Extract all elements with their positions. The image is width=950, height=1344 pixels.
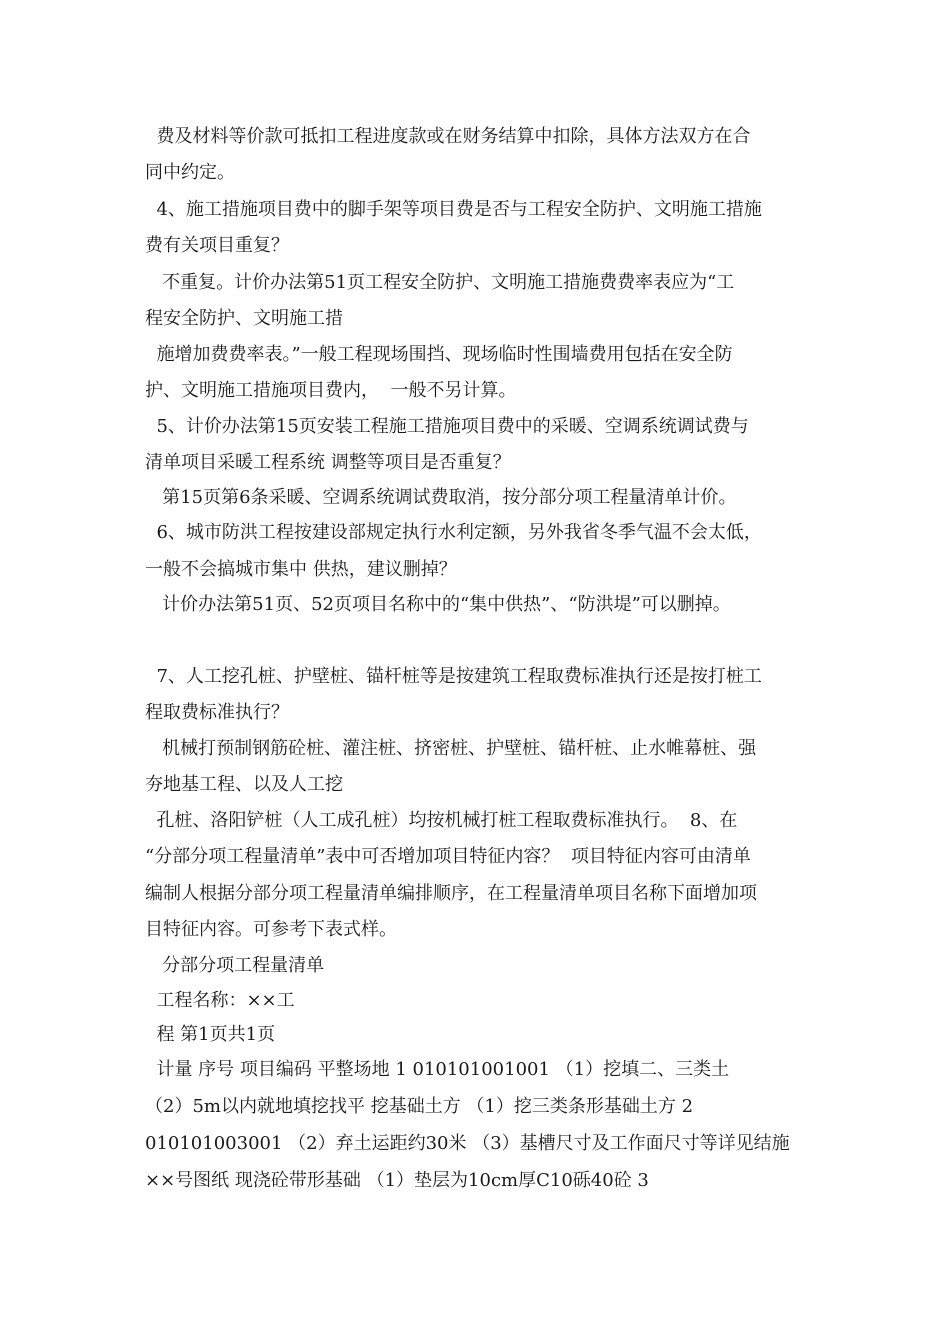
text-line: 费有关项目重复？ [145, 235, 289, 256]
text-line: 计量 序号 项目编码 平整场地 1 010101001001 （1）挖填二、三类土 [145, 1059, 730, 1080]
text-line: 计价办法第51页、52页项目名称中的“集中供热”、“防洪堤”可以删掉。 [145, 594, 731, 615]
text-line: 工程名称：××工 [145, 990, 295, 1011]
text-line: 程取费标准执行？ [145, 702, 289, 723]
text-line: 机械打预制钢筋砼桩、灌注桩、挤密桩、护壁桩、锚杆桩、止水帷幕桩、强 [145, 738, 757, 759]
text-line: 护、文明施工措施项目费内， 一般不另计算。 [145, 380, 517, 401]
text-line: 孔桩、洛阳铲桩（人工成孔桩）均按机械打桩工程取费标准执行。 8、在 [145, 810, 738, 831]
text-line: 7、人工挖孔桩、护壁桩、锚杆桩等是按建筑工程取费标准执行还是按打桩工 [145, 666, 762, 687]
text-line: ××号图纸 现浇砼带形基础 （1）垫层为10cm厚C10砾40砼 3 [145, 1170, 649, 1191]
text-line: 6、城市防洪工程按建设部规定执行水利定额，另外我省冬季气温不会太低， [145, 522, 762, 543]
text-line: 费及材料等价款可抵扣工程进度款或在财务结算中扣除，具体方法双方在合 [145, 126, 751, 147]
text-line: 一般不会搞城市集中 供热，建议删掉？ [145, 559, 457, 580]
text-line: 第15页第6条采暖、空调系统调试费取消，按分部分项工程量清单计价。 [145, 487, 737, 508]
text-line: “分部分项工程量清单”表中可否增加项目特征内容？ 项目特征内容可由清单 [145, 846, 751, 867]
text-line: （2）5m以内就地填挖找平 挖基础土方 （1）挖三类条形基础土方 2 [145, 1096, 694, 1117]
text-line: 施增加费费率表。”一般工程现场围挡、现场临时性围墙费用包括在安全防 [145, 344, 733, 365]
text-line: 5、计价办法第15页安装工程施工措施项目费中的采暖、空调系统调试费与 [145, 416, 749, 437]
text-line: 010101003001 （2）弃土运距约30米 （3）基槽尺寸及工作面尺寸等详见结施 [145, 1133, 790, 1154]
text-line: 清单项目采暖工程系统 调整等项目是否重复？ [145, 452, 511, 473]
text-line: 不重复。计价办法第51页工程安全防护、文明施工措施费费率表应为“工 [145, 272, 735, 293]
text-line: 4、施工措施项目费中的脚手架等项目费是否与工程安全防护、文明施工措施 [145, 199, 762, 220]
text-line: 同中约定。 [145, 162, 235, 183]
text-line: 夯地基工程、以及人工挖 [145, 774, 343, 795]
text-line: 分部分项工程量清单 [145, 955, 325, 976]
text-line: 程安全防护、文明施工措 [145, 308, 343, 329]
text-line: 程 第1页共1页 [145, 1024, 276, 1045]
text-line: 编制人根据分部分项工程量清单编排顺序，在工程量清单项目名称下面增加项 [145, 883, 757, 904]
text-line: 目特征内容。可参考下表式样。 [145, 919, 397, 940]
